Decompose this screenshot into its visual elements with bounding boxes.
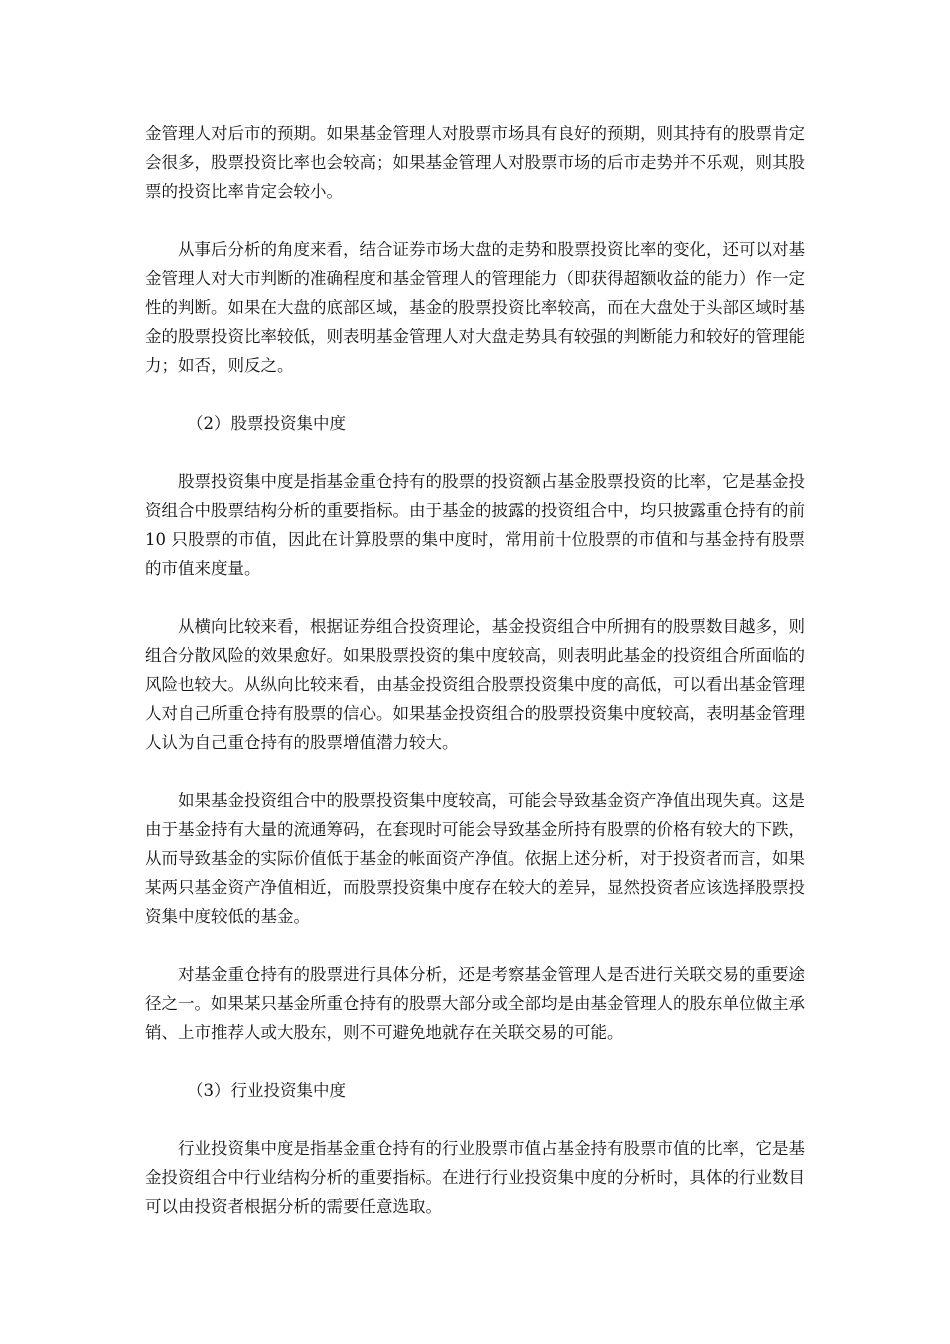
paragraph: 从事后分析的角度来看，结合证券市场大盘的走势和股票投资比率的变化，还可以对基金管理人对大市判断的准确程度和基金管理人的管理能力（即获得超额收益的能力）作一定性的判断。如果在大盘的底部区域，基金的股票投资比率较高，而在大盘处于头部区域时基金的股票投资比率较低，则表明基金管理人对大盘走势具有较强的判断能力和较好的管理能力；如否，则反之。 [145,240,805,375]
section-heading-industry-concentration: （3）行业投资集中度 [187,1081,346,1100]
paragraph: 从横向比较来看，根据证券组合投资理论，基金投资组合中所拥有的股票数目越多，则组合分散风险的效果愈好。如果股票投资的集中度较高，则表明此基金的投资组合所面临的风险也较大。从纵向比较来看，由基金投资组合股票投资集中度的高低，可以看出基金管理人对自己所重仓持有股票的信心。如果基金投资组合的股票投资集中度较高，表明基金管理人认为自己重仓持有的股票增值潜力较大。 [145,617,805,752]
paragraph: 行业投资集中度是指基金重仓持有的行业股票市值占基金持有股票市值的比率，它是基金投资组合中行业结构分析的重要指标。在进行行业投资集中度的分析时，具体的行业数目可以由投资者根据分析的需要任意选取。 [145,1139,805,1216]
section-heading-stock-concentration: （2）股票投资集中度 [187,414,346,433]
paragraph: 对基金重仓持有的股票进行具体分析，还是考察基金管理人是否进行关联交易的重要途径之一。如果某只基金所重仓持有的股票大部分或全部均是由基金管理人的股东单位做主承销、上市推荐人或大股东，则不可避免地就存在关联交易的可能。 [145,965,805,1042]
document-body [145,119,805,1250]
paragraph-continued: 金管理人对后市的预期。如果基金管理人对股票市场具有良好的预期，则其持有的股票肯定会很多，股票投资比率也会较高；如果基金管理人对股票市场的后市走势并不乐观，则其股票的投资比率肯定会较小。 [145,124,805,201]
paragraph: 股票投资集中度是指基金重仓持有的股票的投资额占基金股票投资的比率，它是基金投资组合中股票结构分析的重要指标。由于基金的披露的投资组合中，均只披露重仓持有的前 10 只股票的市值，因此在计算股票的集中度时，常用前十位股票的市值和与基金持有股票的市值来度量。 [145,472,805,578]
paragraph: 如果基金投资组合中的股票投资集中度较高，可能会导致基金资产净值出现失真。这是由于基金持有大量的流通筹码，在套现时可能会导致基金所持有股票的价格有较大的下跌，从而导致基金的实际价值低于基金的帐面资产净值。依据上述分析，对于投资者而言，如果某两只基金资产净值相近，而股票投资集中度存在较大的差异，显然投资者应该选择股票投资集中度较低的基金。 [145,791,805,926]
